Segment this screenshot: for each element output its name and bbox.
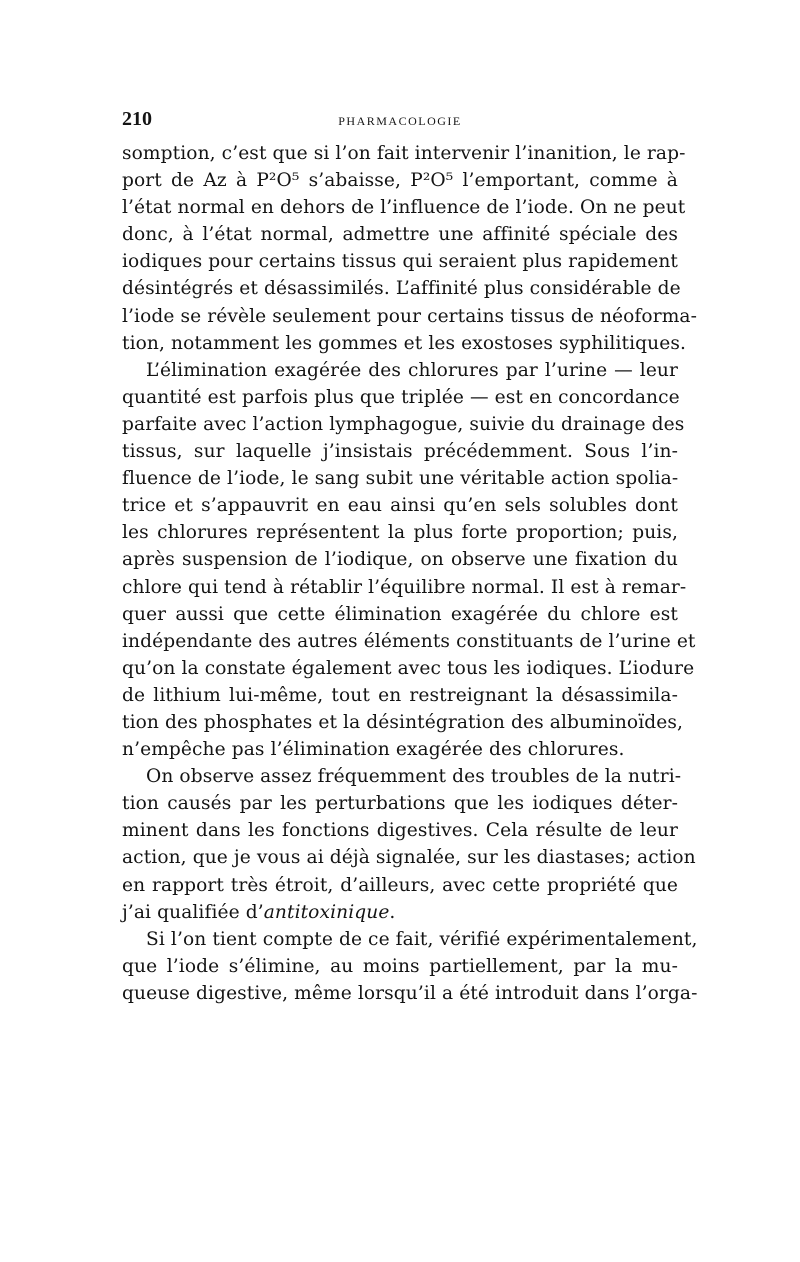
- text-line: désintégrés et désassimilés. L’affinité plus considérable de: [122, 278, 681, 300]
- text-line: tion causés par les perturbations que les iodiques déter-: [122, 793, 678, 815]
- paragraph-1: [122, 140, 697, 357]
- text-line: tion, notamment les gommes et les exostoses syphilitiques.: [122, 332, 686, 354]
- text-line: après suspension de l’iodique, on observe une fixation du: [122, 549, 678, 571]
- text-line: donc, à l’état normal, admettre une affinité spéciale des: [122, 224, 678, 246]
- text-line: minent dans les fonctions digestives. Cela résulte de leur: [122, 820, 678, 842]
- page-number: 210: [122, 108, 152, 130]
- book-page: [122, 108, 698, 1007]
- text-line: fluence de l’iode, le sang subit une véritable action spolia-: [122, 468, 679, 490]
- paragraph-2: [122, 357, 696, 763]
- text-line: somption, c’est que si l’on fait intervenir l’inanition, le rap-: [122, 143, 686, 164]
- text-line: l’iode se révèle seulement pour certains tissus de néoforma-: [122, 305, 697, 327]
- text-fragment: .: [389, 901, 396, 923]
- text-line: parfaite avec l’action lymphagogue, suivie du drainage des: [122, 413, 685, 435]
- text-line: L’élimination exagérée des chlorures par l’urine — leur: [146, 359, 678, 381]
- text-line: tion des phosphates et la désintégration des albuminoïdes,: [122, 711, 684, 733]
- text-line: en rapport très étroit, d’ailleurs, avec cette propriété que: [122, 874, 678, 896]
- paragraph-3: [122, 763, 696, 926]
- text-line: de lithium lui-même, tout en restreignant la désassimila-: [122, 684, 678, 706]
- text-line: les chlorures représentent la plus forte proportion; puis,: [122, 522, 678, 544]
- text-line: trice et s’appauvrit en eau ainsi qu’en sels solubles dont: [122, 495, 678, 517]
- text-line: quer aussi que cette élimination exagérée du chlore est: [122, 603, 678, 625]
- text-line: indépendante des autres éléments constituants de l’urine et: [122, 630, 696, 652]
- text-fragment: j’ai qualifiée d’: [122, 901, 264, 923]
- text-line: qu’on la constate également avec tous les iodiques. L’iodure: [122, 657, 695, 679]
- text-line: chlore qui tend à rétablir l’équilibre normal. Il est à remar-: [122, 576, 687, 598]
- text-line: quantité est parfois plus que triplée — est en concordance: [122, 386, 680, 408]
- text-line: port de Az à P²O⁵ s’abaisse, P²O⁵ l’emportant, comme à: [122, 170, 678, 192]
- text-line: l’état normal en dehors de l’influence de l’iode. On ne peut: [122, 197, 686, 219]
- page-header: [122, 108, 678, 140]
- text-line: n’empêche pas l’élimination exagérée des chlorures.: [122, 739, 625, 761]
- text-line: Si l’on tient compte de ce fait, vérifié expérimentalement,: [146, 928, 698, 950]
- text-line: [122, 899, 678, 926]
- body-text: [122, 140, 698, 1007]
- text-line: tissus, sur laquelle j’insistais précédemment. Sous l’in-: [122, 441, 678, 463]
- text-line: On observe assez fréquemment des troubles de la nutri-: [146, 766, 682, 788]
- text-line: queuse digestive, même lorsqu’il a été introduit dans l’orga-: [122, 982, 698, 1004]
- text-line: action, que je vous ai déjà signalée, sur les diastases; action: [122, 847, 696, 869]
- text-line: que l’iode s’élimine, au moins partiellement, par la mu-: [122, 955, 678, 977]
- italic-term: antitoxinique: [263, 901, 390, 923]
- running-title: PHARMACOLOGIE: [338, 114, 462, 128]
- paragraph-4: [122, 926, 698, 1007]
- text-line: iodiques pour certains tissus qui seraient plus rapidement: [122, 251, 678, 273]
